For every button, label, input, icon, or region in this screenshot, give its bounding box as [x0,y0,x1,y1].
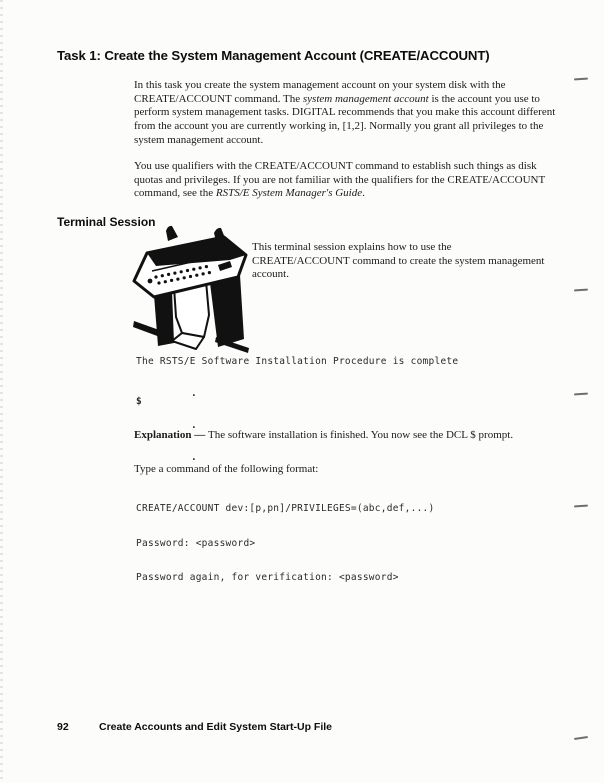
terminal-session-heading: Terminal Session [57,214,156,229]
hardcopy-terminal-illustration [132,225,254,353]
command-format-block [136,480,434,607]
intro-paragraph-2-text: You use qualifiers with the CREATE/ACCOUNT command to establish such things as disk quotas and privileges. If you are not familiar with the qualifiers for the CREATE/ACCOUNT command, see the [134,160,545,200]
margin-tick [574,736,588,740]
margin-tick [574,289,588,292]
ellipsis-dot: . [191,388,197,399]
intro-paragraph-2-rest: . [362,187,365,200]
footer-title: Create Accounts and Edit System Start-Up File [99,721,332,733]
page-title: Task 1: Create the System Management Account (CREATE/ACCOUNT) [57,47,490,63]
page-number: 92 [57,721,69,733]
command-line: Password: <password> [136,537,256,549]
margin-tick [574,78,588,81]
terminal-session-caption: This terminal session explains how to use the CREATE/ACCOUNT command to create the system management account. [252,241,545,281]
ellipsis-dot: . [191,420,197,431]
command-line: Password again, for verification: <password> [136,572,399,583]
command-line: CREATE/ACCOUNT dev:[p,pn]/PRIVILEGES=(abc,def,...) [136,503,435,514]
margin-tick [574,393,588,396]
intro-paragraph-2-italic: RSTS/E System Manager's Guide [215,187,363,200]
explanation-paragraph [134,429,568,443]
intro-paragraph-1 [134,79,566,148]
intro-paragraph-1-rest: is the account you use to perform system management tasks. DIGITAL recommends that you make this account different from the account you are currently working in, [1,2]. Normally you grant all privileges to the system management account. [134,92,556,146]
intro-paragraph-1-italic: system management account [302,92,429,105]
dcl-prompt: $ [136,396,142,407]
intro-paragraph-1-text: In this task you create the system management account on your system disk with the CREATE/ACCOUNT command. The [134,79,506,105]
explanation-label: Explanation — [134,429,208,441]
explanation-text: The software installation is finished. You now see the DCL $ prompt. [207,429,514,441]
terminal-output-line: The RSTS/E Software Installation Procedure is complete [136,356,459,367]
intro-paragraph-2 [134,160,566,201]
scan-edge-noise [0,0,3,783]
format-intro: Type a command of the following format: [134,463,319,475]
margin-tick [574,505,588,508]
ellipsis-dot: . [191,452,197,463]
